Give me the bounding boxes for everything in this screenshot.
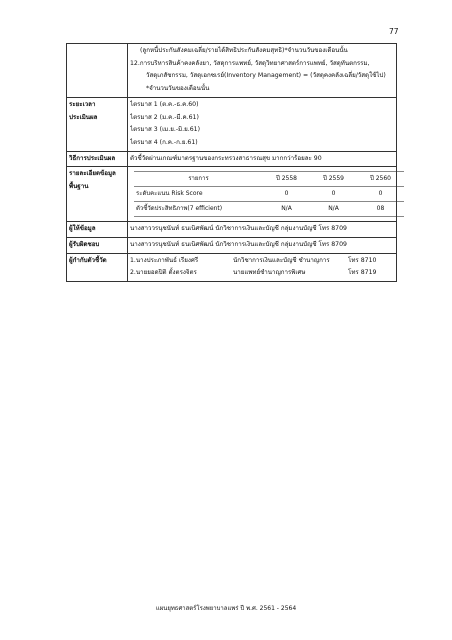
page-number: 77 [389,27,399,36]
supervisor-1 [130,255,394,268]
method-row [67,151,397,167]
supervisor-2 [130,267,394,280]
baseline-table [134,171,404,217]
provider-row [67,222,397,238]
baseline-row [67,167,397,222]
quarter-1: ไตรมาส 1 (ต.ค.-ธ.ค.60) [130,100,199,108]
formula-line-2: 12.การบริหารสินค้าคงคลังยา, วัสดุการแพทย์, วัสดุวิทยาศาสตร์การแพทย์, วัสดุทันตกรรม, [130,59,370,67]
baseline-header-row [134,172,404,187]
supervisor-1-phone: โทร 8710 [348,256,377,264]
period-cell [128,97,397,151]
baseline-label-line-2: พื้นฐาน [69,183,89,191]
quarter-2: ไตรมาส 2 (ม.ค.-มี.ค.61) [130,113,199,121]
formula-label-cell [67,44,128,98]
baseline-label [67,167,128,222]
formula-line-3: วัสดุเภสัชกรรม, วัสดุเอกซเรย์(Inventory Management) = (วัสดุคงคลังเฉลี่ย/วัสดุใช้ไป) [146,72,386,80]
responsible-label: ผู้รับผิดชอบ [67,238,128,254]
formula-line-4: *จำนวนวันของเดือนนั้น [146,85,210,93]
supervisor-label: ผู้กำกับตัวชี้วัด [67,253,128,281]
supervisor-1-position: นักวิชาการเงินและบัญชี ชำนาญการ [233,256,330,264]
supervisor-cell [128,253,397,281]
baseline-label-line-1: รายละเอียดข้อมูล [69,170,116,178]
supervisor-1-name: 1.นางประภาพันธ์ เรียงศรี [130,256,199,264]
period-label [67,97,128,151]
responsible-text-line: นางสาววรนุชนันท์ ธนเนิศพัฒน์ นักวิชาการเงินและบัญชี กลุ่มงานบัญชี โทร 8709 [130,241,347,249]
risk-score-2558: 0 [263,187,310,202]
baseline-row-efficiency [134,202,404,217]
baseline-header-2560: ปี 2560 [357,172,404,187]
period-row [67,97,397,151]
period-label-line-2: ประเมินผล [69,113,98,121]
risk-score-2560: 0 [357,187,404,202]
quarter-3: ไตรมาส 3 (เม.ย.-มิ.ย.61) [130,126,200,134]
provider-label: ผู้ให้ข้อมูล [67,222,128,238]
supervisor-2-phone: โทร 8719 [348,269,377,277]
formula-line-1: (ลูกหนี้ประกันสังคมเฉลี่ย/รายได้สิทธิประกันสังคมสุทธิ)*จำนวนวันของเดือนนั้น [140,47,348,54]
efficiency-2560: 08 [357,202,404,217]
formula-row [67,44,397,98]
formula-cell [128,44,397,98]
supervisor-row [67,253,397,281]
baseline-header-2558: ปี 2558 [263,172,310,187]
method-label: วิธีการประเมินผล [67,151,128,167]
responsible-text [128,238,397,254]
provider-text [128,222,397,238]
efficiency-2558: N/A [263,202,310,217]
baseline-item-efficiency: ตัวชี้วัดประสิทธิภาพ(7 efficient) [134,202,263,217]
method-text-line: ตัวชี้วัดผ่านเกณฑ์มาตรฐานของกระทรวงสาธารณสุข มากกว่าร้อยละ 90 [130,154,322,162]
period-label-line-1: ระยะเวลา [69,100,96,108]
baseline-header-item: รายการ [134,172,263,187]
efficiency-2559: N/A [310,202,357,217]
page-footer: แผนยุทธศาสตร์โรงพยาบาลแพร่ ปี พ.ศ. 2561 - 2564 [155,605,297,612]
responsible-row [67,238,397,254]
supervisor-2-name: 2.นายยอดปิติ ตั้งตรงจิตร [130,269,197,277]
baseline-row-risk-score [134,187,404,202]
supervisor-2-position: นายแพทย์ชำนาญการพิเศษ [233,269,306,277]
risk-score-2559: 0 [310,187,357,202]
quarter-4: ไตรมาส 4 (ก.ค.-ก.ย.61) [130,138,198,146]
baseline-header-2559: ปี 2559 [310,172,357,187]
method-text [128,151,397,167]
provider-text-line: นางสาววรนุชนันท์ ธนเนิศพัฒน์ นักวิชาการเงินและบัญชี กลุ่มงานบัญชี โทร 8709 [130,225,347,233]
baseline-cell [128,167,397,222]
kpi-table [66,43,397,282]
baseline-item-risk-score: ระดับคะแนน Risk Score [134,187,263,202]
